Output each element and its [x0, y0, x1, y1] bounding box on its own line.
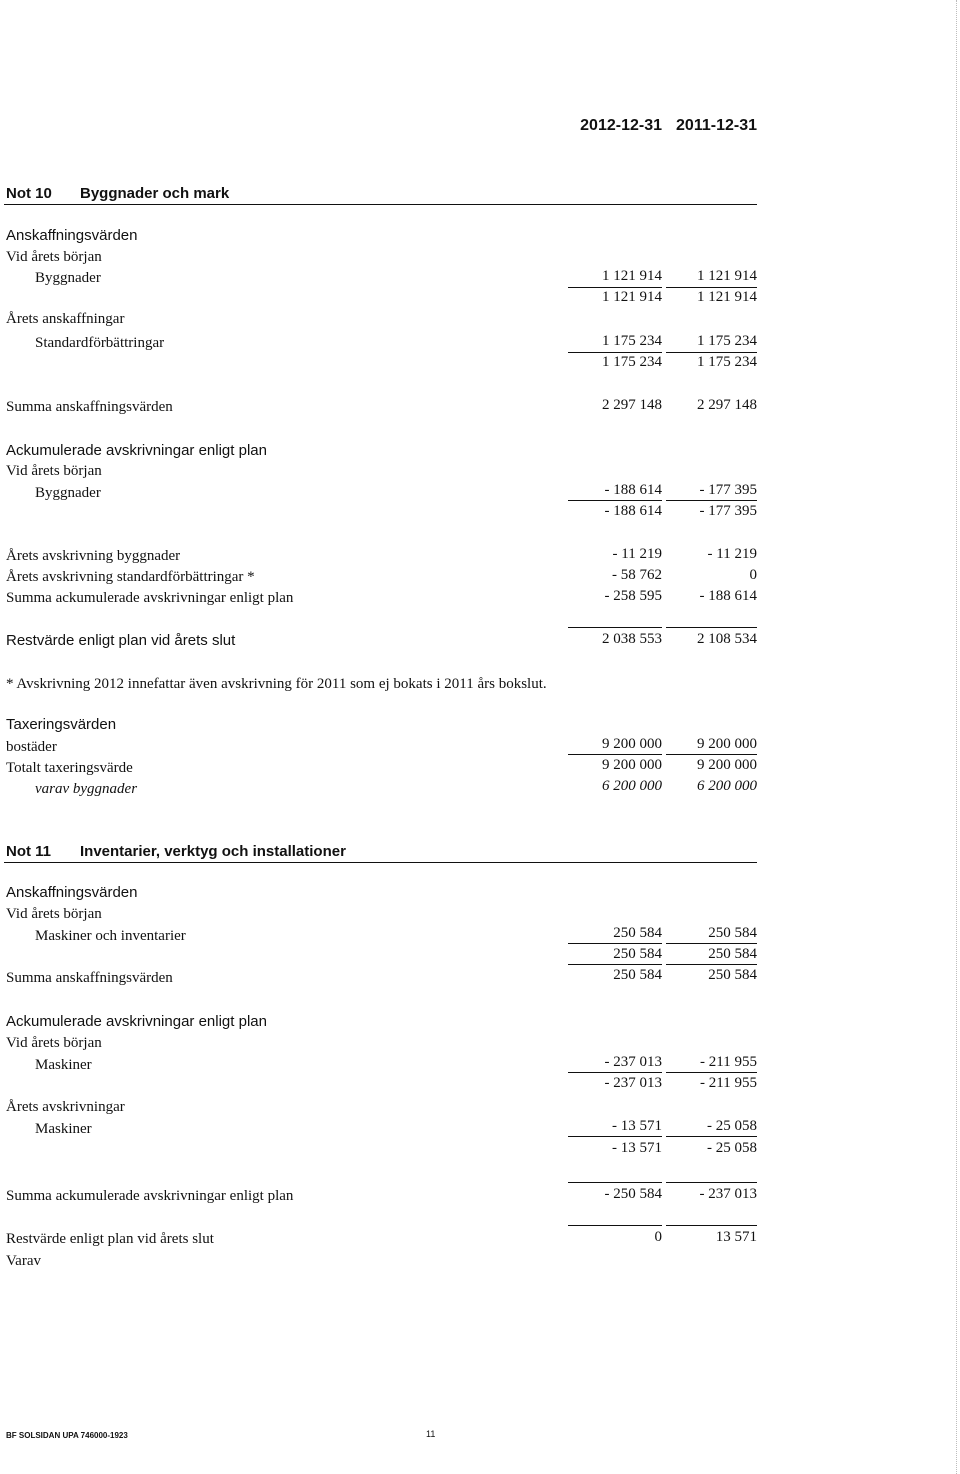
underline — [666, 1072, 757, 1073]
underline — [568, 943, 662, 944]
underline — [568, 754, 662, 755]
page-number: 11 — [426, 1429, 436, 1439]
of-which-buildings-label: varav byggnader — [35, 781, 138, 797]
depreciation-machines-subtotal-2012: - 237 013 — [604, 1075, 662, 1091]
n11-opening-label: Vid årets början — [6, 906, 102, 922]
footer-organization: BF SOLSIDAN UPA 746000-1923 — [6, 1431, 128, 1440]
underline — [666, 352, 757, 353]
underline — [666, 287, 757, 288]
year-depreciation-label: Årets avskrivningar — [6, 1099, 125, 1115]
n11-acquisition-heading: Anskaffningsvärden — [6, 884, 138, 901]
column-header-2011: 2011-12-31 — [676, 117, 757, 134]
residual-value-2011: 2 108 534 — [697, 631, 757, 647]
year-depreciation-improvements-2011: 0 — [749, 567, 757, 583]
underline — [666, 627, 757, 628]
n11-sum-acquisition-2011: 250 584 — [708, 967, 757, 983]
n11-sum-acquisition-label: Summa anskaffningsvärden — [6, 970, 173, 986]
depreciation-machines-2012: - 237 013 — [604, 1054, 662, 1070]
depreciation-buildings-subtotal-2012: - 188 614 — [604, 503, 662, 519]
year-depreciation-buildings-label: Årets avskrivning byggnader — [6, 548, 181, 564]
buildings-subtotal-2011: 1 121 914 — [697, 289, 757, 305]
residual-value-label: Restvärde enligt plan vid årets slut — [6, 632, 236, 649]
depreciation-opening-label: Vid årets början — [6, 463, 102, 479]
underline — [568, 287, 662, 288]
year-depreciation-buildings-2012: - 11 219 — [612, 546, 662, 562]
standard-improvements-subtotal-2011: 1 175 234 — [697, 354, 757, 370]
housing-2012: 9 200 000 — [602, 736, 662, 752]
standard-improvements-2012: 1 175 234 — [602, 333, 662, 349]
note-11-number: Not 11 — [6, 843, 52, 860]
buildings-value-2011: 1 121 914 — [697, 268, 757, 284]
underline — [666, 1182, 757, 1183]
underline — [568, 1136, 662, 1137]
underline — [666, 943, 757, 944]
underline — [568, 500, 662, 501]
underline — [568, 1225, 662, 1226]
n11-sum-depreciation-label: Summa ackumulerade avskrivningar enligt plan — [6, 1188, 294, 1204]
buildings-value-2012: 1 121 914 — [602, 268, 662, 284]
year-acquisitions-label: Årets anskaffningar — [6, 311, 125, 327]
housing-label: bostäder — [6, 739, 57, 755]
residual-value-2012: 2 038 553 — [602, 631, 662, 647]
machines-inventory-label: Maskiner och inventarier — [35, 928, 186, 944]
n11-residual-value-label: Restvärde enligt plan vid årets slut — [6, 1231, 214, 1247]
n11-sum-acquisition-2012: 250 584 — [613, 967, 662, 983]
underline — [568, 1072, 662, 1073]
depreciation-buildings-2011: - 177 395 — [699, 482, 757, 498]
n11-sum-depreciation-2011: - 237 013 — [699, 1186, 757, 1202]
underline — [568, 964, 662, 965]
depreciation-machines-subtotal-2011: - 211 955 — [700, 1075, 757, 1091]
year-depreciation-improvements-2012: - 58 762 — [612, 567, 662, 583]
acquisition-heading: Anskaffningsvärden — [6, 227, 138, 244]
footnote: * Avskrivning 2012 innefattar även avskrivning för 2011 som ej bokats i 2011 års bokslut. — [6, 676, 547, 692]
page-edge-line — [956, 0, 957, 1474]
year-depreciation-buildings-2011: - 11 219 — [707, 546, 757, 562]
sum-depreciation-2012: - 258 595 — [604, 588, 662, 604]
depreciation-buildings-subtotal-2011: - 177 395 — [699, 503, 757, 519]
standard-improvements-2011: 1 175 234 — [697, 333, 757, 349]
sum-acquisition-2012: 2 297 148 — [602, 397, 662, 413]
depreciation-machines-label: Maskiner — [35, 1057, 92, 1073]
year-depreciation-machines-subtotal-2012: - 13 571 — [612, 1140, 662, 1156]
year-depreciation-machines-subtotal-2011: - 25 058 — [707, 1140, 757, 1156]
total-tax-value-label: Totalt taxeringsvärde — [6, 760, 133, 776]
underline — [568, 1182, 662, 1183]
n11-residual-value-2011: 13 571 — [715, 1229, 757, 1245]
buildings-subtotal-2012: 1 121 914 — [602, 289, 662, 305]
underline — [666, 754, 757, 755]
underline — [666, 964, 757, 965]
standard-improvements-subtotal-2012: 1 175 234 — [602, 354, 662, 370]
machines-inventory-2011: 250 584 — [708, 925, 757, 941]
n11-sum-depreciation-2012: - 250 584 — [604, 1186, 662, 1202]
underline — [666, 1136, 757, 1137]
machines-inventory-subtotal-2011: 250 584 — [708, 946, 757, 962]
underline — [568, 352, 662, 353]
buildings-label: Byggnader — [35, 270, 101, 286]
sum-depreciation-label: Summa ackumulerade avskrivningar enligt plan — [6, 590, 294, 606]
underline — [666, 1225, 757, 1226]
n11-depreciation-heading: Ackumulerade avskrivningar enligt plan — [6, 1013, 267, 1030]
varav-label: Varav — [6, 1253, 41, 1269]
depreciation-buildings-2012: - 188 614 — [604, 482, 662, 498]
tax-values-heading: Taxeringsvärden — [6, 716, 117, 733]
n11-depreciation-opening-label: Vid årets början — [6, 1035, 102, 1051]
note-10-header-rule — [4, 204, 757, 205]
total-tax-value-2011: 9 200 000 — [697, 757, 757, 773]
machines-inventory-2012: 250 584 — [613, 925, 662, 941]
sum-depreciation-2011: - 188 614 — [699, 588, 757, 604]
underline — [568, 627, 662, 628]
depreciation-machines-2011: - 211 955 — [700, 1054, 757, 1070]
column-header-2012: 2012-12-31 — [580, 117, 662, 134]
note-10-number: Not 10 — [6, 185, 52, 202]
sum-acquisition-label: Summa anskaffningsvärden — [6, 399, 173, 415]
year-depreciation-machines-2012: - 13 571 — [612, 1118, 662, 1134]
depreciation-buildings-label: Byggnader — [35, 485, 101, 501]
note-11-title: Inventarier, verktyg och installationer — [80, 843, 346, 860]
of-which-buildings-2012: 6 200 000 — [602, 778, 662, 794]
standard-improvements-label: Standardförbättringar — [35, 335, 165, 351]
depreciation-heading: Ackumulerade avskrivningar enligt plan — [6, 442, 267, 459]
year-depreciation-improvements-label: Årets avskrivning standardförbättringar * — [6, 569, 255, 585]
housing-2011: 9 200 000 — [697, 736, 757, 752]
machines-inventory-subtotal-2012: 250 584 — [613, 946, 662, 962]
of-which-buildings-2011: 6 200 000 — [697, 778, 757, 794]
sum-acquisition-2011: 2 297 148 — [697, 397, 757, 413]
note-10-title: Byggnader och mark — [80, 185, 230, 202]
note-11-header-rule — [4, 862, 757, 863]
total-tax-value-2012: 9 200 000 — [602, 757, 662, 773]
opening-label: Vid årets början — [6, 249, 102, 265]
underline — [666, 500, 757, 501]
n11-residual-value-2012: 0 — [654, 1229, 662, 1245]
year-depreciation-machines-2011: - 25 058 — [707, 1118, 757, 1134]
year-depreciation-machines-label: Maskiner — [35, 1121, 92, 1137]
